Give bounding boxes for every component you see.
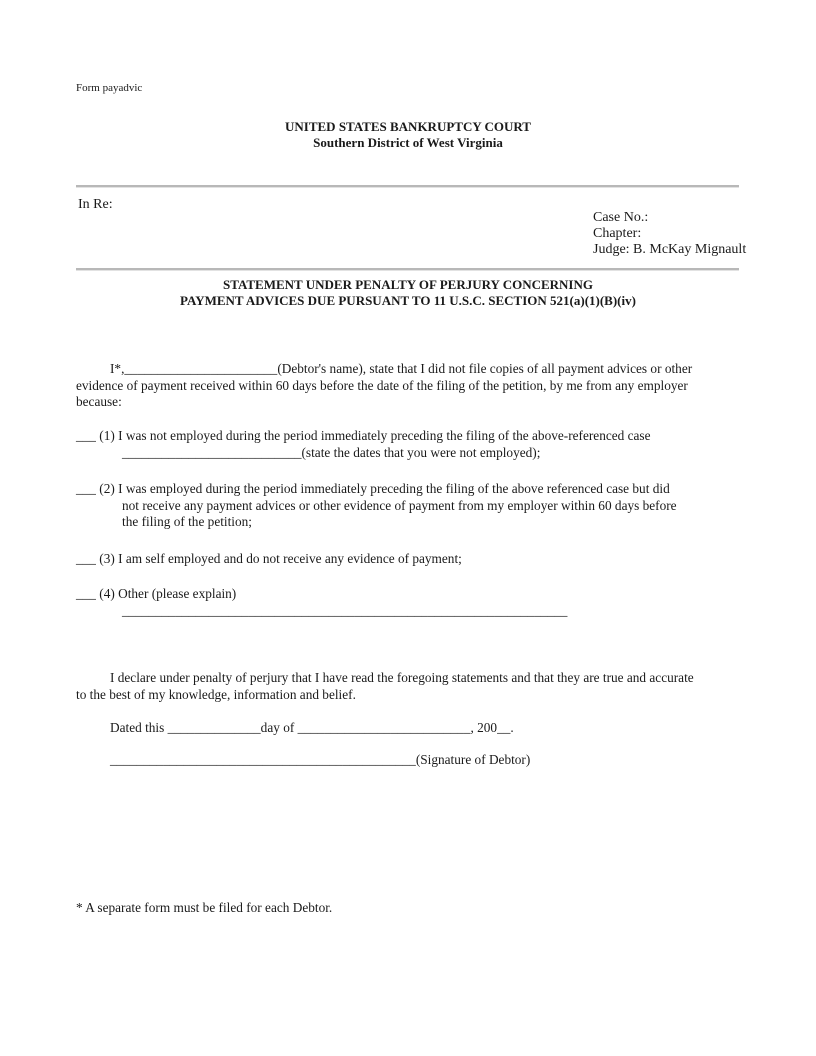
document-title-line-1: STATEMENT UNDER PENALTY OF PERJURY CONCERNING [223, 277, 593, 292]
option-4-line-1: ___ (4) Other (please explain) [76, 586, 237, 601]
in-re-label: In Re: [78, 197, 113, 212]
option-2-line-2: not receive any payment advices or other evidence of payment from my employer within 60 days before [122, 497, 677, 513]
option-3-line-1: ___ (3) I am self employed and do not receive any evidence of payment; [76, 551, 462, 566]
option-2-line-1: ___ (2) I was employed during the period immediately preceding the filing of the above referenced case but did [76, 481, 670, 496]
option-3 [76, 551, 462, 568]
footnote: * A separate form must be filed for each Debtor. [76, 900, 333, 915]
chapter-label: Chapter: [593, 226, 642, 241]
option-2-line-3: the filing of the petition; [122, 514, 252, 529]
judge-label: Judge: B. McKay Mignault [593, 242, 747, 257]
statement-line-2: evidence of payment received within 60 days before the date of the filing of the petition, by me from any employer [76, 377, 688, 393]
signature-line: ______________________________________________(Signature of Debtor) [110, 752, 531, 767]
top-rule [76, 185, 739, 188]
dated-line: Dated this ______________day of __________________________, 200__. [110, 720, 514, 735]
caption-rule [76, 268, 739, 271]
court-district: Southern District of West Virginia [313, 135, 503, 150]
declaration-line-2: to the best of my knowledge, information and belief. [76, 686, 356, 702]
case-no-label: Case No.: [593, 210, 649, 225]
option-1-line-2: ___________________________(state the dates that you were not employed); [122, 444, 541, 460]
debtor-statement [76, 361, 692, 411]
statement-line-3: because: [76, 394, 122, 409]
document-title-line-2: PAYMENT ADVICES DUE PURSUANT TO 11 U.S.C. SECTION 521(a)(1)(B)(iv) [180, 293, 636, 308]
statement-line-1: I*,_______________________(Debtor's name), state that I did not file copies of all payment advices or other [110, 361, 693, 376]
option-1-line-1: ___ (1) I was not employed during the period immediately preceding the filing of the above-referenced case [76, 428, 651, 443]
court-name: UNITED STATES BANKRUPTCY COURT [285, 119, 531, 134]
option-4-explain-line: ___________________________________________________________________ [122, 602, 568, 618]
option-1 [76, 428, 651, 461]
option-4 [76, 586, 567, 619]
declaration-line-1: I declare under penalty of perjury that I have read the foregoing statements and that they are true and accurate [110, 670, 694, 685]
option-2 [76, 481, 677, 531]
perjury-declaration [76, 670, 694, 703]
form-id: Form payadvic [76, 82, 143, 94]
